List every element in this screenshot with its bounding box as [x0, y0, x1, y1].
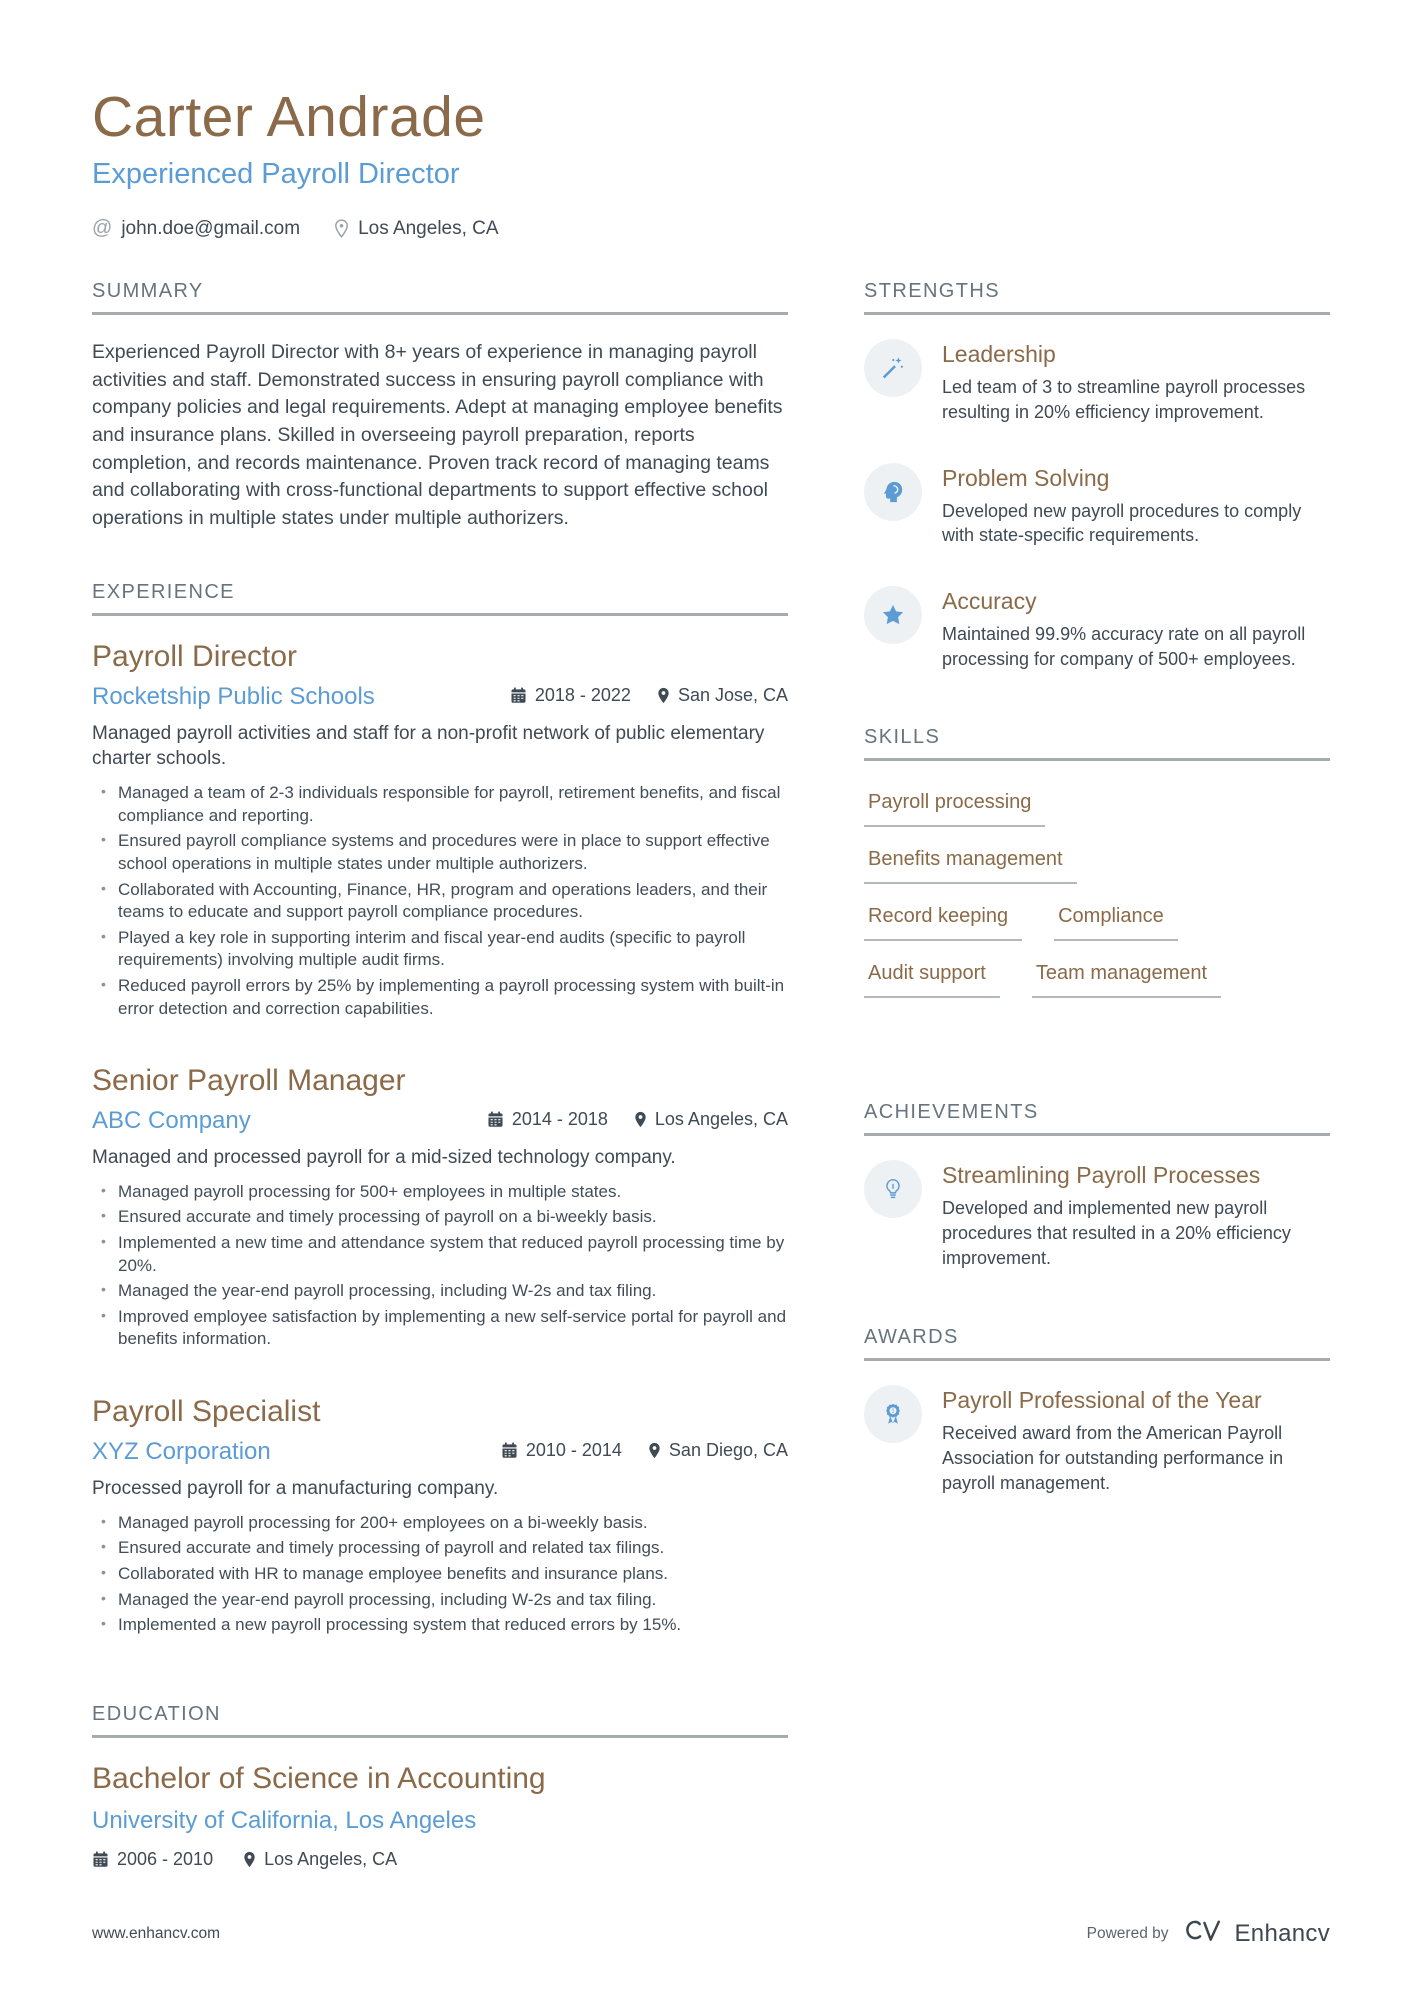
calendar-icon [501, 1442, 518, 1459]
company-name: XYZ Corporation [92, 1438, 271, 1466]
strength-title: Problem Solving [942, 464, 1110, 491]
map-pin-icon [243, 1851, 256, 1868]
skill-tag: Team management [1032, 956, 1221, 998]
awards-heading: AWARDS [864, 1326, 1330, 1361]
job-location [648, 1440, 788, 1461]
strength-body [942, 463, 1330, 549]
svg-text:1: 1 [891, 1409, 895, 1416]
job-bullets [92, 782, 788, 1020]
job-description: Managed and processed payroll for a mid-sized technology company. [92, 1147, 676, 1169]
skill-tag: Record keeping [864, 899, 1022, 941]
map-pin-icon [657, 687, 670, 704]
powered-by [1087, 1918, 1330, 1949]
job-dates [510, 685, 631, 706]
job-entry [92, 1064, 788, 1351]
skill-row [864, 899, 1330, 956]
bullet-item: • Improved employee satisfaction by implementing a new self-service portal for payroll and benefits information. [92, 1306, 788, 1351]
job-location-value: San Jose, CA [677, 684, 788, 705]
bullet-item: • Ensured accurate and timely processing of payroll on a bi-weekly basis. [92, 1206, 788, 1229]
skill-tag: Compliance [1054, 899, 1178, 941]
award-text: Received award from the American Payroll Association for outstanding performance in payroll management. [942, 1423, 1284, 1494]
skill-tag: Payroll processing [864, 785, 1045, 827]
job-description: Managed payroll activities and staff for a non-profit network of public elementary charter schools. [92, 722, 765, 770]
achievement-body [942, 1160, 1330, 1270]
job-location-value: San Diego, CA [668, 1440, 788, 1461]
achievements-heading: ACHIEVEMENTS [864, 1101, 1330, 1136]
enhancv-brand-name: Enhancv [1234, 1919, 1330, 1947]
star-icon [864, 586, 922, 644]
strength-body [942, 339, 1330, 425]
page-footer [92, 1918, 1330, 1949]
strengths-heading: STRENGTHS [864, 280, 1330, 315]
job-entry [92, 1395, 788, 1637]
resume-columns [92, 280, 1330, 1870]
bullet-item: • Ensured payroll compliance systems and procedures were in place to support effective school operations in multiple states under multiple authorizers. [92, 830, 788, 875]
bullet-item: • Collaborated with HR to manage employee benefits and insurance plans. [92, 1563, 788, 1586]
summary-heading: SUMMARY [92, 280, 788, 315]
strength-body [942, 586, 1330, 672]
experience-heading: EXPERIENCE [92, 581, 788, 616]
resume-header [92, 84, 1330, 240]
skills-section [864, 726, 1330, 1013]
job-title: Senior Payroll Manager [92, 1064, 406, 1098]
job-bullets [92, 1512, 788, 1637]
bullet-item: • Managed payroll processing for 200+ employees on a bi-weekly basis. [92, 1512, 788, 1535]
skill-row [864, 785, 1330, 842]
job-dates-value: 2010 - 2014 [525, 1440, 622, 1461]
degree-title: Bachelor of Science in Accounting [92, 1761, 546, 1795]
enhancv-website-link[interactable]: www.enhancv.com [92, 1924, 221, 1942]
summary-section [92, 280, 788, 533]
bullet-item: • Managed the year-end payroll processing, including W-2s and tax filing. [92, 1589, 788, 1612]
lightbulb-icon [864, 1160, 922, 1218]
at-icon: @ [92, 217, 113, 239]
skill-row [864, 956, 1330, 1013]
job-title: Payroll Specialist [92, 1395, 321, 1429]
school-name: University of California, Los Angeles [92, 1806, 477, 1834]
award-item [864, 1385, 1330, 1495]
job-location [657, 685, 788, 706]
job-location-value: Los Angeles, CA [654, 1109, 788, 1130]
calendar-icon [487, 1111, 504, 1128]
problem-solving-head-icon [864, 463, 922, 521]
left-column [92, 280, 788, 1870]
job-dates [501, 1440, 622, 1461]
education-heading: EDUCATION [92, 1703, 788, 1738]
job-dates-value: 2018 - 2022 [534, 684, 631, 705]
awards-section [864, 1326, 1330, 1495]
company-name: ABC Company [92, 1107, 251, 1135]
powered-by-label: Powered by [1086, 1924, 1169, 1942]
bullet-item: • Reduced payroll errors by 25% by implementing a payroll processing system with built-in error detection and correction capabilities. [92, 975, 788, 1020]
award-title: Payroll Professional of the Year [942, 1387, 1262, 1414]
location-value: Los Angeles, CA [358, 217, 499, 239]
bullet-item: • Ensured accurate and timely processing of payroll and related tax filings. [92, 1537, 788, 1560]
company-name: Rocketship Public Schools [92, 682, 375, 710]
education-location [243, 1849, 397, 1870]
achievement-text: Developed and implemented new payroll procedures that resulted in a 20% efficiency improvement. [942, 1197, 1291, 1268]
job-meta [487, 1109, 788, 1130]
email-value[interactable]: john.doe@gmail.com [121, 217, 301, 239]
job-dates-value: 2014 - 2018 [511, 1109, 608, 1130]
job-meta [501, 1440, 788, 1461]
job-meta [510, 685, 788, 706]
strength-item [864, 339, 1330, 425]
strength-item [864, 463, 1330, 549]
bullet-item: • Implemented a new payroll processing system that reduced errors by 15%. [92, 1614, 788, 1637]
strengths-section [864, 280, 1330, 672]
location-contact [334, 218, 498, 240]
map-pin-icon [634, 1111, 647, 1128]
education-dates [92, 1849, 213, 1870]
education-section [92, 1703, 788, 1870]
person-name: Carter Andrade [92, 85, 486, 149]
experience-section [92, 581, 788, 1637]
job-location [634, 1109, 788, 1130]
bullet-item: • Managed payroll processing for 500+ employees in multiple states. [92, 1181, 788, 1204]
job-description: Processed payroll for a manufacturing company. [92, 1478, 499, 1500]
skill-tag: Benefits management [864, 842, 1077, 884]
enhancv-brand-link[interactable] [1183, 1918, 1331, 1949]
strength-text: Maintained 99.9% accuracy rate on all payroll processing for company of 500+ employees. [942, 624, 1306, 670]
job-company-row [92, 1107, 788, 1135]
job-company-row [92, 1438, 788, 1466]
skills-heading: SKILLS [864, 726, 1330, 761]
strength-title: Accuracy [942, 588, 1037, 615]
person-job-title: Experienced Payroll Director [92, 158, 460, 190]
contact-row [92, 217, 1330, 240]
strength-text: Developed new payroll procedures to comply with state-specific requirements. [942, 500, 1302, 546]
bullet-item: • Managed the year-end payroll processing, including W-2s and tax filing. [92, 1280, 788, 1303]
achievements-section [864, 1101, 1330, 1270]
enhancv-logo-icon [1183, 1918, 1225, 1949]
right-column [864, 280, 1330, 1870]
skill-tag: Audit support [864, 956, 1000, 998]
strength-title: Leadership [942, 341, 1056, 367]
bullet-item: • Played a key role in supporting interim and fiscal year-end audits (specific to payroll requirements) involving multiple audit firms. [92, 927, 788, 972]
map-pin-icon [648, 1442, 661, 1459]
strength-text: Led team of 3 to streamline payroll processes resulting in 20% efficiency improvement. [942, 377, 1306, 422]
job-company-row [92, 683, 788, 711]
job-title: Payroll Director [92, 639, 298, 673]
calendar-icon [510, 687, 527, 704]
bullet-item: • Collaborated with Accounting, Finance, HR, program and operations leaders, and their teams to educate and support payroll compliance procedures. [92, 879, 788, 924]
award-body [942, 1385, 1330, 1495]
education-dates-value: 2006 - 2010 [117, 1848, 214, 1869]
strength-item [864, 586, 1330, 672]
summary-text: Experienced Payroll Director with 8+ years of experience in managing payroll activities and staff. Demonstrated success in ensuring payroll compliance with company policies and legal requirements. Adept at managing employee benefits and insurance plans. Skilled in overseeing payroll preparation, reports completion, and records maintenance. Proven track record of managing teams and collaborating with cross-functional departments to support effective school operations in multiple states under multiple authorizers. [92, 341, 783, 530]
education-meta [92, 1849, 788, 1870]
job-dates [487, 1109, 608, 1130]
medal-rosette-icon [864, 1385, 922, 1443]
job-entry [92, 640, 788, 1020]
education-location-value: Los Angeles, CA [264, 1848, 398, 1869]
email-contact [92, 217, 300, 240]
achievement-item [864, 1160, 1330, 1270]
bullet-item: • Managed a team of 2-3 individuals responsible for payroll, retirement benefits, and fiscal compliance and reporting. [92, 782, 788, 827]
achievement-title: Streamlining Payroll Processes [942, 1161, 1261, 1188]
calendar-icon [92, 1851, 109, 1868]
bullet-item: • Implemented a new time and attendance system that reduced payroll processing time by 20%. [92, 1232, 788, 1277]
map-pin-icon [334, 219, 349, 238]
magic-wand-icon [864, 339, 922, 397]
skill-row [864, 842, 1330, 899]
job-bullets [92, 1181, 788, 1351]
